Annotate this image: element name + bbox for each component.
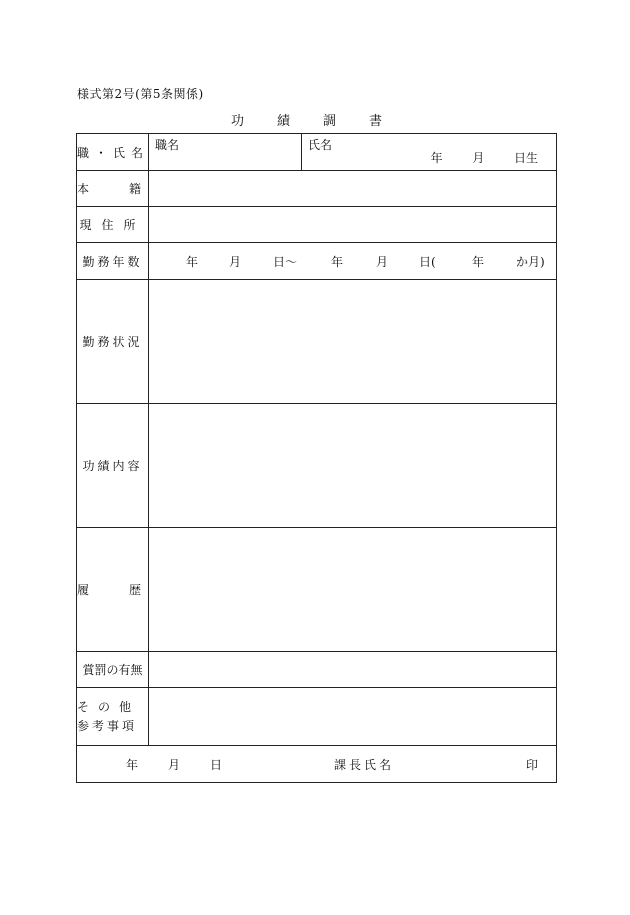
footer-month-label: 月 <box>168 758 181 772</box>
label-service-status: 勤務状況 <box>77 280 149 404</box>
birth-month-label: 月 <box>472 151 485 165</box>
label-address: 現住所 <box>77 207 149 243</box>
row-post-name <box>77 134 557 171</box>
name-divider <box>301 134 302 170</box>
total-month-label: か月) <box>516 255 545 269</box>
post-name-field[interactable] <box>149 134 557 171</box>
label-other-line1: その他 <box>77 699 141 714</box>
seal-label: 印 <box>526 758 539 772</box>
footer-year-label: 年 <box>126 758 139 772</box>
post-label: 職名 <box>155 138 180 152</box>
to-year-label: 年 <box>331 255 344 269</box>
person-name-label: 氏名 <box>308 138 333 152</box>
from-month-label: 月 <box>229 255 242 269</box>
label-post-name: 職・氏名 <box>77 134 149 171</box>
row-service-status <box>77 280 557 404</box>
other-field[interactable] <box>149 688 557 746</box>
label-achievements: 功績内容 <box>77 404 149 528</box>
service-years-field[interactable] <box>149 243 557 280</box>
birth-date <box>431 149 538 166</box>
row-footer <box>77 746 557 783</box>
from-year-label: 年 <box>186 255 199 269</box>
row-history <box>77 528 557 652</box>
document-title: 功績調書 <box>230 114 415 129</box>
achievement-record-form <box>76 133 557 783</box>
label-history: 履歴 <box>77 528 149 652</box>
chief-name-label: 課長氏名 <box>334 758 395 772</box>
rewards-field[interactable] <box>149 652 557 688</box>
birth-year-label: 年 <box>430 151 443 165</box>
footer-day-label: 日 <box>210 758 223 772</box>
domicile-field[interactable] <box>149 171 557 207</box>
row-rewards <box>77 652 557 688</box>
label-other-line2: 参考事項 <box>77 718 138 733</box>
achievements-field[interactable] <box>149 404 557 528</box>
label-service-years: 勤務年数 <box>77 243 149 280</box>
row-domicile <box>77 171 557 207</box>
to-day-label: 日( <box>419 255 436 269</box>
service-status-field[interactable] <box>149 280 557 404</box>
row-achievements <box>77 404 557 528</box>
footer-signature[interactable] <box>77 746 557 783</box>
label-other <box>77 688 149 746</box>
label-rewards: 賞罰の有無 <box>77 652 149 688</box>
row-address <box>77 207 557 243</box>
total-year-label: 年 <box>472 255 485 269</box>
from-day-label: 日～ <box>273 255 298 269</box>
history-field[interactable] <box>149 528 557 652</box>
row-service-years <box>77 243 557 280</box>
birth-day-label: 日生 <box>513 151 538 165</box>
address-field[interactable] <box>149 207 557 243</box>
row-other <box>77 688 557 746</box>
form-number: 様式第2号(第5条関係) <box>77 87 204 101</box>
label-domicile: 本籍 <box>77 171 149 207</box>
to-month-label: 月 <box>376 255 389 269</box>
